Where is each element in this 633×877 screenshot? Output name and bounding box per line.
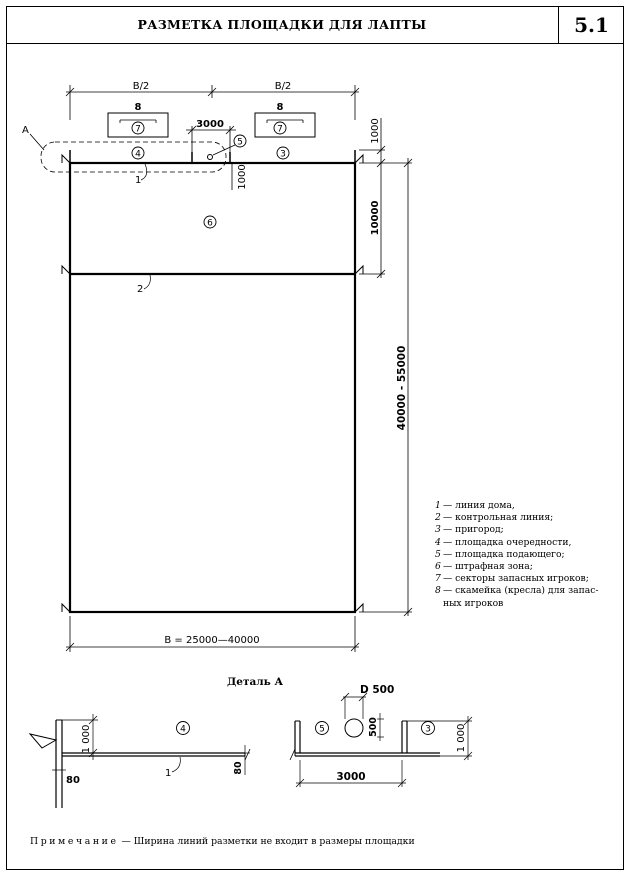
legend-item: 4 — площадка очередности, xyxy=(435,536,572,548)
detail-title: Деталь А xyxy=(226,676,284,688)
detail-marker-4: 4 xyxy=(180,724,186,735)
marker-5: 5 xyxy=(237,137,243,148)
footnote xyxy=(30,836,415,847)
marker-3: 3 xyxy=(280,149,286,160)
bottom-dimension xyxy=(66,616,359,652)
sector-label-right: 7 xyxy=(277,124,283,135)
marker-6: 6 xyxy=(207,218,213,229)
legend-item: 1 — линия дома, xyxy=(435,500,515,511)
field-length-label: 40000 - 55000 xyxy=(396,345,408,431)
legend-item: 3 — пригород; xyxy=(435,524,504,536)
penalty-depth-label: 10000 xyxy=(370,200,381,236)
legend-item: 8 — скамейка (кресла) для запас-ных игроков xyxy=(435,585,599,609)
detail-3000-label: 3000 xyxy=(336,771,366,783)
half-width-label-left: B/2 xyxy=(132,81,150,92)
section-number: 5.1 xyxy=(559,6,624,44)
legend xyxy=(435,500,605,610)
sector-label-left: 7 xyxy=(135,124,141,135)
page-title: РАЗМЕТКА ПЛОЩАДКИ ДЛЯ ЛАПТЫ xyxy=(6,6,559,44)
detail-marker-3: 3 xyxy=(425,724,431,735)
bench-label-right: 8 xyxy=(276,102,284,113)
half-width-label-right: B/2 xyxy=(274,81,292,92)
top-offset-label: 1000 xyxy=(370,118,381,144)
detail-80-vert-label: 80 xyxy=(233,761,244,775)
detail-80-horiz-label: 80 xyxy=(66,775,80,786)
detail-diameter-label: D 500 xyxy=(360,684,395,696)
bench-label-left: 8 xyxy=(134,102,142,113)
detail-1000-right-label: 1 000 xyxy=(456,723,467,753)
field-outline xyxy=(70,163,355,612)
footnote-text: — Ширина линий разметки не входит в размеры площадки xyxy=(118,836,415,847)
bench-right xyxy=(255,113,315,137)
legend-item: 5 — площадка подающего; xyxy=(435,548,565,560)
legend-item: 6 — штрафная зона; xyxy=(435,561,533,573)
field-width-label: B = 25000—40000 xyxy=(164,635,260,646)
marker-4: 4 xyxy=(135,149,141,160)
side-offset-label: 1000 xyxy=(237,164,248,190)
legend-item: 2 — контрольная линия; xyxy=(435,512,554,524)
legend-item: 7 — секторы запасных игроков; xyxy=(435,573,589,585)
serve-width-label: 3000 xyxy=(196,119,224,130)
right-dimensions xyxy=(232,118,412,616)
detail-callout xyxy=(22,125,226,172)
detail-1000-left-label: 1 000 xyxy=(81,724,92,754)
detail-marker-1: 1 xyxy=(165,768,172,779)
footnote-prefix: Примечание xyxy=(30,836,119,847)
detail-a-drawing xyxy=(30,693,472,808)
detail-callout-label: А xyxy=(22,125,29,136)
detail-500-label: 500 xyxy=(368,717,379,737)
serve-point xyxy=(208,155,213,160)
marker-1: 1 xyxy=(135,175,142,186)
marker-2: 2 xyxy=(137,284,144,295)
detail-marker-5: 5 xyxy=(319,724,325,735)
